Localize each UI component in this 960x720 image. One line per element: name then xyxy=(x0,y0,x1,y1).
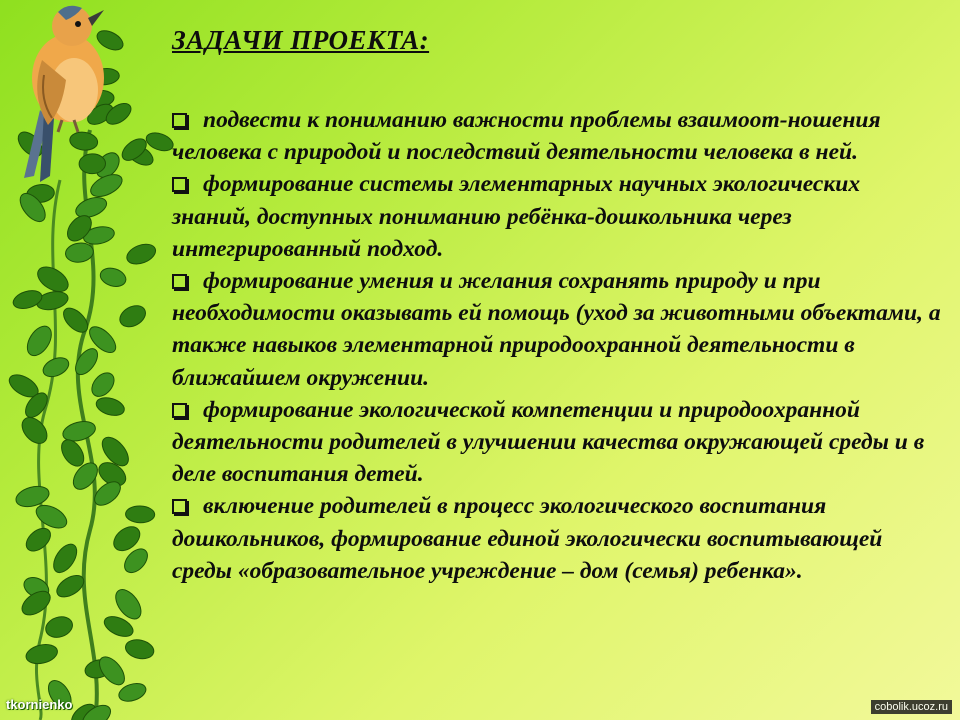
checkbox-bullet-icon xyxy=(172,113,187,128)
checkbox-bullet-icon xyxy=(172,177,187,192)
leaf xyxy=(32,501,70,533)
checkbox-bullet-icon xyxy=(172,274,187,289)
leaf xyxy=(69,131,99,152)
leaf xyxy=(144,129,176,154)
leaf xyxy=(40,354,72,380)
leaf xyxy=(124,637,156,661)
author-watermark: tkornienko xyxy=(6,697,73,712)
leaf xyxy=(43,614,75,641)
task-item xyxy=(172,168,942,265)
checkbox-bullet-icon xyxy=(172,499,187,514)
task-item xyxy=(172,490,942,587)
leaf xyxy=(116,301,149,330)
task-text: подвести к пониманию важности проблемы взаимоот-ношения человека с природой и последствий деятельности человека в ней. xyxy=(172,107,881,166)
task-text: формирование системы элементарных научных экологических знаний, доступных пониманию ребёнка-дошкольника через интегрированный подход. xyxy=(172,171,861,262)
leaf xyxy=(79,154,106,174)
leaf xyxy=(49,540,81,576)
site-watermark: cobolik.ucoz.ru xyxy=(871,700,952,714)
task-text: формирование умения и желания сохранять природу и при необходимости оказывать ей помощь (уход за животными объектами, а также навыков элементарной природоохранной деятельности в ближайшем окружении. xyxy=(172,268,941,391)
leaf xyxy=(24,642,59,667)
task-item xyxy=(172,394,942,491)
page-title: ЗАДАЧИ ПРОЕКТА: xyxy=(172,25,430,55)
leaf xyxy=(22,524,55,556)
leaf xyxy=(71,345,102,379)
task-list xyxy=(172,104,942,587)
leaf xyxy=(87,369,118,401)
leaf xyxy=(124,240,158,267)
leaf xyxy=(98,265,128,289)
leaf xyxy=(125,506,155,524)
leaf xyxy=(22,322,56,360)
tasks-content xyxy=(172,18,942,587)
vine-icon xyxy=(6,27,176,720)
task-item xyxy=(172,104,942,168)
checkbox-bullet-icon xyxy=(172,403,187,418)
task-item xyxy=(172,265,942,394)
vine-illustration xyxy=(0,0,180,720)
leaf xyxy=(17,413,52,448)
leaf xyxy=(94,27,126,54)
leaf xyxy=(94,395,126,419)
task-text: формирование экологической компетенции и природоохранной деятельности родителей в улучшении качества окружающей среды и в деле воспитания детей. xyxy=(172,396,925,488)
task-text: включение родителей в процесс экологического воспитания дошкольников, формирование единой экологически воспитывающей среды «образовательное учреждение – дом (семья) ребенка». xyxy=(172,493,883,584)
